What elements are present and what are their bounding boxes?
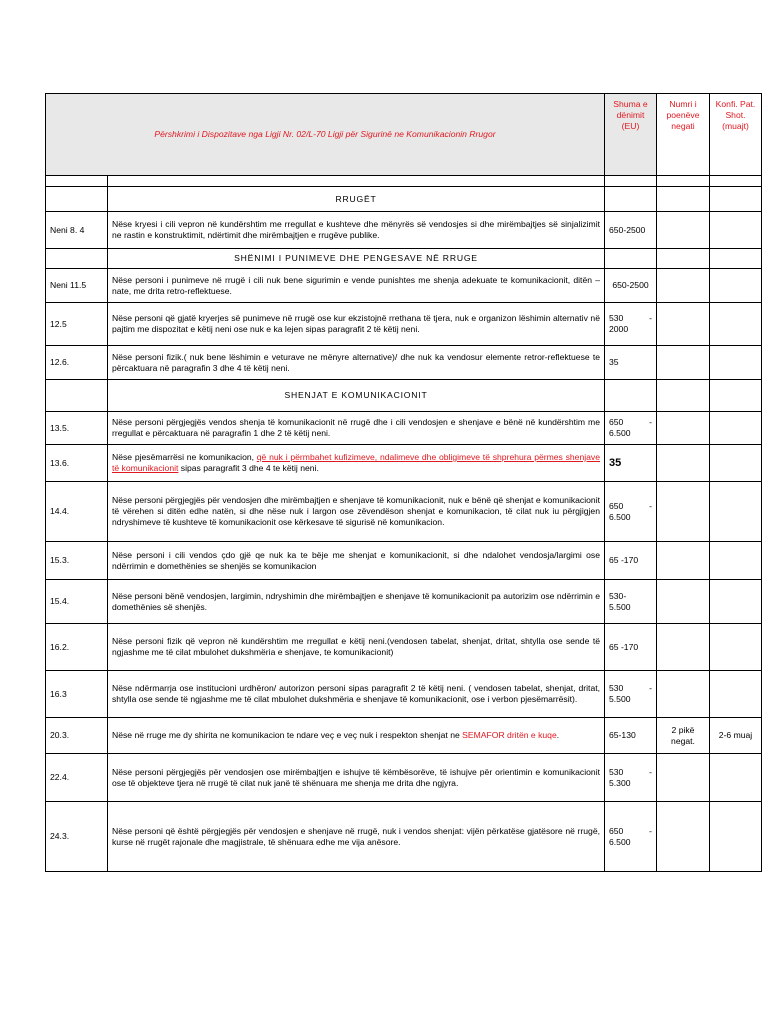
section-row <box>46 187 762 212</box>
fine-amount: 530 - 2000 <box>605 303 657 346</box>
table-row <box>46 346 762 380</box>
fine-amount: 530 - 5.500 <box>605 671 657 718</box>
provision-description: Nëse personi fizik që vepron në kundërshtim me rregullat e këtij neni.(vendosen tabelat, shenjat, dritat, shtylla ose sende të ngjashme me të cilat mbulohet dukshmëria e shenjave, te komunikacionit) <box>108 624 605 671</box>
highlighted-text: SEMAFOR dritën e kuqe <box>462 730 557 740</box>
provision-description: Nëse personi i cili vendos çdo gjë qe nuk ka te bëje me shenjat e komunikacionit, si dhe ndalohet vendosja/largimi ose ndërrimin e domethënies se shenjës se komunikacion <box>108 542 605 580</box>
document-title: Përshkrimi i Dispozitave nga Ligji Nr. 02/L-70 Ligji për Sigurinë ne Komunikacionin Rrugor <box>46 94 605 176</box>
section-title: RRUGËT <box>108 187 605 212</box>
article-number: 13.5. <box>46 412 108 445</box>
fine-amount: 35 <box>605 346 657 380</box>
provision-description: Nëse personi përgjegjës për vendosjen dhe mirëmbajtjen e shenjave të komunikacionit, nuk e bënë që shenjat e komunikacionit të vërehen si ditën edhe natën, si dhe nëse nuk i largon ose zëvendëson shenjat e komunikacion, të cilat nuk iu përgjigjen ndryshimeve të kushteve të komunikacionit ose kërkesave të sigurisë në komunikacion. <box>108 482 605 542</box>
article-number: 24.3. <box>46 802 108 872</box>
section-title: SHËNIMI I PUNIMEVE DHE PENGESAVE NË RRUGE <box>108 249 605 269</box>
license-suspension: 2-6 muaj <box>710 718 762 754</box>
column-header-license: Konfi. Pat. Shot. (muajt) <box>710 94 762 176</box>
table-row <box>46 624 762 671</box>
fine-amount: 530 - 5.300 <box>605 754 657 802</box>
provision-description: Nëse personi bënë vendosjen, largimin, ndryshimin dhe mirëmbajtjen e shenjave të komunikacionit pa autorizim ose ndërrimin e domethënies së shenjës. <box>108 580 605 624</box>
fine-amount: 650 - 6.500 <box>605 482 657 542</box>
provision-description: Nëse kryesi i cili vepron në kundërshtim me rregullat e kushteve dhe mënyrës së vendosjes si dhe mirëmbajtjes së sinjalizimit ne rastin e konstruktimit, ndërtimit dhe mirëmbajtjen e rrugëve publike. <box>108 212 605 249</box>
table-row <box>46 580 762 624</box>
provision-description: Nëse personi i punimeve në rrugë i cili nuk bene sigurimin e vende punishtes me shenja adekuate te komunikacionit, ditën – nate, me drita retro-reflektuese. <box>108 269 605 303</box>
table-row <box>46 445 762 482</box>
table-row <box>46 303 762 346</box>
table-row <box>46 718 762 754</box>
fine-amount: 65 -170 <box>605 624 657 671</box>
table-row <box>46 482 762 542</box>
fine-amount: 650 - 6.500 <box>605 412 657 445</box>
provision-description: Nëse ndërmarrja ose institucioni urdhëron/ autorizon personi sipas paragrafit 2 të këtij neni. ( vendosen tabelat, shenjat, dritat, shtylla ose sende të ngjashme me të cilat mbulohet dukshmëria e shenjave të komunikacionit, ose i verbon pjesëmarrësit). <box>108 671 605 718</box>
fine-amount: 530- 5.500 <box>605 580 657 624</box>
provision-description: Nëse personi fizik.( nuk bene lëshimin e veturave ne mënyre alternative)/ dhe nuk ka vendosur elemente retror-reflektuese te përcaktuara në paragrafin 3 dhe 4 të këtij neni. <box>108 346 605 380</box>
fine-amount: 650 - 6.500 <box>605 802 657 872</box>
article-number: 20.3. <box>46 718 108 754</box>
table-row <box>46 754 762 802</box>
provision-description: Nëse pjesëmarrësi ne komunikacion, që nuk i përmbahet kufizimeve, ndalimeve dhe obligimeve të shprehura përmes shenjave të komunikacionit sipas paragrafit 3 dhe 4 te këtij neni. <box>108 445 605 482</box>
table-row <box>46 212 762 249</box>
fine-amount: 650-2500 <box>605 269 657 303</box>
provision-description: Nëse personi përgjegjës për vendosjen ose mirëmbajtjen e ishujve të këmbësorëve, të ishujve për orientimin e komunikacionit ose të objekteve tjera në rrugë të cilat nuk janë të shënuara me shenja me drita dhe ngjyra. <box>108 754 605 802</box>
fine-amount: 65 -170 <box>605 542 657 580</box>
article-number: 16.2. <box>46 624 108 671</box>
article-number: Neni 8. 4 <box>46 212 108 249</box>
provision-description: Nëse personi që gjatë kryerjes së punimeve në rrugë ose kur ekzistojnë rrethana të tjera, nuk e organizon lëshimin alternativ në pajtim me dispozitat e këtij neni ose nuk e ka lejen sipas paragrafit 2 të këtij neni. <box>108 303 605 346</box>
table-row <box>46 802 762 872</box>
fine-amount: 650-2500 <box>605 212 657 249</box>
provision-description: Nëse në rruge me dy shirita ne komunikacion te ndare veç e veç nuk i respekton shenjat ne SEMAFOR dritën e kuqe. <box>108 718 605 754</box>
table-row <box>46 412 762 445</box>
article-number: 16.3 <box>46 671 108 718</box>
column-header-fine: Shuma e dënimit (EU) <box>605 94 657 176</box>
article-number: 15.4. <box>46 580 108 624</box>
penalty-points: 2 pikë negat. <box>657 718 710 754</box>
article-number: 22.4. <box>46 754 108 802</box>
fine-amount: 35 <box>605 445 657 482</box>
fine-amount: 65-130 <box>605 718 657 754</box>
table-header-row <box>46 94 762 176</box>
table-row <box>46 269 762 303</box>
article-number: 15.3. <box>46 542 108 580</box>
article-number: 14.4. <box>46 482 108 542</box>
article-number: 13.6. <box>46 445 108 482</box>
table-row <box>46 542 762 580</box>
provision-description: Nëse personi përgjegjës vendos shenja të komunikacionit në rrugë dhe i cili vendosjen e shenjave e bënë në kundërshtim me rregullat e përcaktuara në paragrafin 1 dhe 2 të këtij neni. <box>108 412 605 445</box>
provision-description: Nëse personi që është përgjegjës për vendosjen e shenjave në rrugë, nuk i vendos shenjat: vijën përkatëse gjatësore në rrugë, kurse në rrugët rajonale dhe magjistrale, të shënuara edhe me vija anësore. <box>108 802 605 872</box>
spacer-row <box>46 176 762 187</box>
section-row <box>46 380 762 412</box>
section-row <box>46 249 762 269</box>
section-title: SHENJAT E KOMUNIKACIONIT <box>108 380 605 412</box>
article-number: 12.5 <box>46 303 108 346</box>
column-header-points: Numri i poenëve negati <box>657 94 710 176</box>
highlighted-text: që nuk i përmbahet kufizimeve, ndalimeve dhe obligimeve të shprehura përmes shenjave të komunikacionit <box>112 452 601 473</box>
provisions-table <box>45 93 762 872</box>
article-number: Neni 11.5 <box>46 269 108 303</box>
article-number: 12.6. <box>46 346 108 380</box>
table-row <box>46 671 762 718</box>
